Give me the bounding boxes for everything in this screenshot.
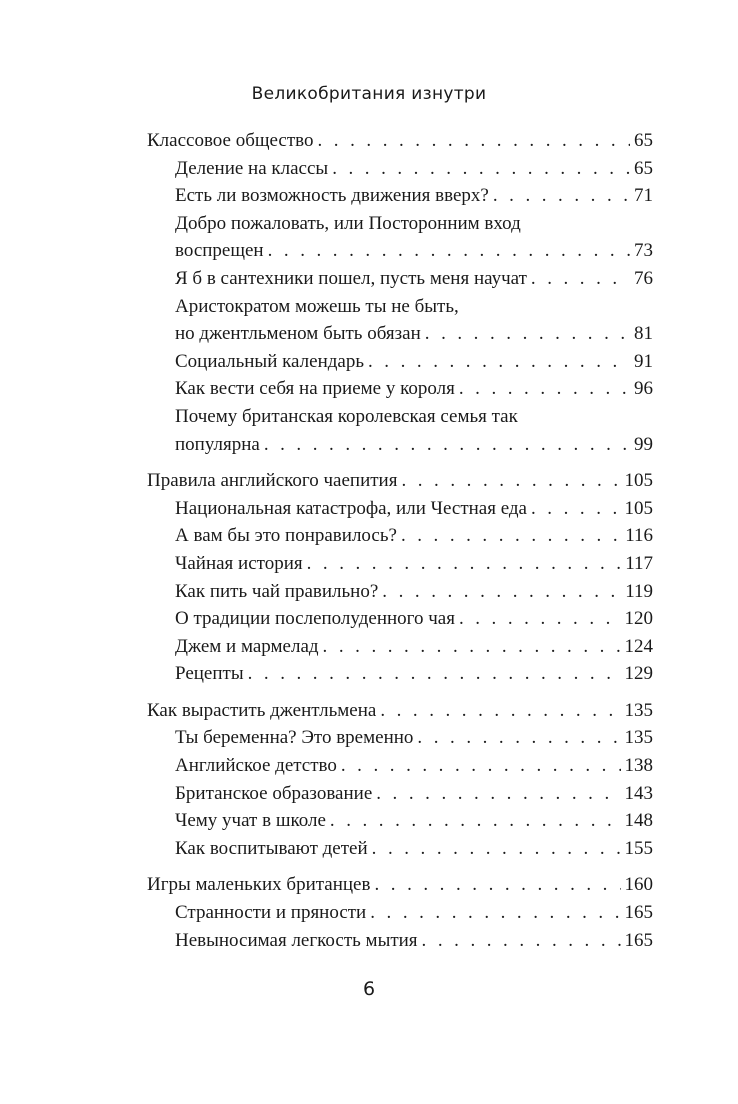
toc-entry-title: Как воспитывают детей bbox=[175, 837, 368, 859]
dot-leader bbox=[459, 375, 630, 403]
toc-subentry bbox=[147, 807, 653, 835]
toc-entry-title: Классовое общество bbox=[147, 130, 314, 151]
toc-entry-title: Английское детство bbox=[175, 755, 337, 777]
toc-entry-line bbox=[147, 697, 653, 725]
toc-entry-title: Странности и пряности bbox=[175, 902, 367, 924]
toc-entry-line bbox=[175, 495, 653, 523]
toc-subentry bbox=[147, 752, 653, 780]
toc-page-number: 160 bbox=[624, 874, 653, 896]
dot-leader bbox=[318, 127, 631, 155]
toc-entry-title: А вам бы это понравилось? bbox=[175, 525, 397, 547]
dot-leader bbox=[459, 605, 621, 633]
toc-entry-title: Как пить чай правильно? bbox=[175, 580, 379, 602]
dot-leader bbox=[425, 320, 630, 348]
dot-leader bbox=[332, 155, 630, 183]
toc-entry-line bbox=[175, 182, 653, 210]
toc-subentry bbox=[147, 780, 653, 808]
toc-subentry bbox=[147, 155, 653, 183]
toc-subentry bbox=[147, 522, 653, 550]
toc-entry-title: Правила английского чаепития bbox=[147, 470, 398, 492]
toc-page-number: 129 bbox=[624, 663, 653, 685]
toc-entry-line bbox=[147, 467, 653, 495]
dot-leader bbox=[374, 871, 620, 899]
toc-entry-title: Чайная история bbox=[175, 552, 303, 574]
toc-subentry bbox=[147, 899, 653, 927]
toc-entry-line bbox=[175, 320, 653, 348]
toc-entry-line bbox=[175, 431, 653, 459]
toc-subentry bbox=[147, 605, 653, 633]
toc-page-number: 81 bbox=[634, 323, 653, 345]
toc-entry-line bbox=[175, 633, 653, 661]
toc-entry-line bbox=[175, 550, 653, 578]
dot-leader bbox=[382, 578, 621, 606]
toc-subentry bbox=[147, 550, 653, 578]
dot-leader bbox=[531, 265, 630, 293]
toc-entry-title: Чему учат в школе bbox=[175, 810, 326, 832]
toc-entry-line bbox=[175, 752, 653, 780]
toc-entry-line bbox=[175, 660, 653, 688]
toc-entry-title: О традиции послеполуденного чая bbox=[175, 608, 455, 630]
toc-entry-line bbox=[175, 348, 653, 376]
toc-entry-line bbox=[175, 927, 653, 955]
toc-page-number: 76 bbox=[634, 267, 653, 289]
table-of-contents bbox=[147, 127, 653, 963]
dot-leader bbox=[417, 724, 620, 752]
toc-entry-line bbox=[175, 522, 653, 550]
toc-entry-line bbox=[175, 780, 653, 808]
toc-section-entry bbox=[147, 467, 653, 495]
toc-page-number: 96 bbox=[634, 378, 653, 400]
toc-entry-line bbox=[147, 871, 653, 899]
dot-leader bbox=[531, 495, 621, 523]
toc-subentry bbox=[147, 265, 653, 293]
toc-page-number: 116 bbox=[625, 525, 653, 547]
toc-entry-title: популярна bbox=[175, 433, 260, 455]
toc-page-number: 138 bbox=[624, 755, 653, 777]
toc-page-number: 143 bbox=[624, 782, 653, 804]
dot-leader bbox=[380, 697, 620, 725]
dot-leader bbox=[493, 182, 630, 210]
toc-page-number: 119 bbox=[625, 580, 653, 602]
toc-page-number: 99 bbox=[634, 433, 653, 455]
dot-leader bbox=[268, 237, 630, 265]
toc-page-number: 91 bbox=[634, 350, 653, 372]
toc-subentry bbox=[147, 578, 653, 606]
toc-page-number: 135 bbox=[624, 699, 653, 721]
toc-entry-title: Ты беременна? Это временно bbox=[175, 727, 414, 749]
toc-page-number: 135 bbox=[624, 727, 653, 749]
toc-entry-title: воспрещен bbox=[175, 240, 264, 262]
dot-leader bbox=[422, 927, 621, 955]
toc-section bbox=[147, 467, 653, 688]
toc-entry-line bbox=[175, 237, 653, 265]
toc-page-number: 73 bbox=[634, 240, 653, 262]
dot-leader bbox=[372, 835, 621, 863]
toc-entry-title-line: Добро пожаловать, или Посторонним вход bbox=[175, 212, 521, 234]
toc-page-number: 71 bbox=[634, 185, 653, 207]
toc-entry-line bbox=[175, 375, 653, 403]
toc-section-entry bbox=[147, 697, 653, 725]
toc-entry-title: Джем и мармелад bbox=[175, 635, 319, 657]
dot-leader bbox=[307, 550, 622, 578]
toc-entry-title: Национальная катастрофа, или Честная еда bbox=[175, 497, 527, 519]
toc-entry-title-line: Почему британская королевская семья так bbox=[175, 405, 518, 427]
toc-section bbox=[147, 697, 653, 863]
page-number: 6 bbox=[362, 978, 376, 1000]
toc-entry-line bbox=[175, 578, 653, 606]
toc-page-number: 148 bbox=[624, 810, 653, 832]
toc-entry-title: Социальный календарь bbox=[175, 350, 364, 372]
toc-entry-title: Как вырастить джентльмена bbox=[147, 699, 377, 721]
toc-page-number: 155 bbox=[624, 837, 653, 859]
toc-entry-title: Невыносимая легкость мытия bbox=[175, 929, 418, 951]
toc-subentry bbox=[147, 348, 653, 376]
toc-subentry bbox=[147, 210, 653, 265]
toc-entry-line bbox=[175, 899, 653, 927]
dot-leader bbox=[330, 807, 621, 835]
toc-section bbox=[147, 871, 653, 954]
toc-section-entry bbox=[147, 127, 653, 155]
toc-entry-line bbox=[175, 265, 653, 293]
running-title: Великобритания изнутри bbox=[251, 84, 487, 104]
toc-page-number: 65 bbox=[634, 157, 653, 179]
toc-page-number: 105 bbox=[624, 497, 653, 519]
toc-entry-line bbox=[175, 155, 653, 183]
toc-page-number: 165 bbox=[624, 929, 653, 951]
toc-subentry bbox=[147, 182, 653, 210]
toc-entry-title: Деление на классы bbox=[175, 157, 329, 179]
toc-entry-line bbox=[175, 724, 653, 752]
toc-page-number: 165 bbox=[624, 902, 653, 924]
toc-entry-title: Есть ли возможность движения вверх? bbox=[175, 185, 489, 207]
toc-entry-line bbox=[175, 605, 653, 633]
toc-entry-line bbox=[175, 835, 653, 863]
toc-page-number: 105 bbox=[624, 470, 653, 492]
dot-leader bbox=[376, 780, 620, 808]
toc-subentry bbox=[147, 927, 653, 955]
toc-section-entry bbox=[147, 871, 653, 899]
toc-subentry bbox=[147, 495, 653, 523]
toc-subentry bbox=[147, 375, 653, 403]
dot-leader bbox=[370, 899, 620, 927]
toc-entry-title-line: Аристократом можешь ты не быть, bbox=[175, 295, 459, 317]
dot-leader bbox=[341, 752, 621, 780]
toc-subentry bbox=[147, 293, 653, 348]
dot-leader bbox=[323, 633, 621, 661]
toc-page-number: 117 bbox=[625, 552, 653, 574]
dot-leader bbox=[368, 348, 630, 376]
toc-page-number: 65 bbox=[634, 130, 653, 151]
toc-subentry bbox=[147, 724, 653, 752]
toc-page-number: 124 bbox=[624, 635, 653, 657]
toc-subentry bbox=[147, 633, 653, 661]
toc-subentry bbox=[147, 660, 653, 688]
toc-entry-title: но джентльменом быть обязан bbox=[175, 323, 421, 345]
toc-page-number: 120 bbox=[624, 608, 653, 630]
toc-entry-line bbox=[175, 807, 653, 835]
dot-leader bbox=[401, 467, 620, 495]
toc-entry-title: Британское образование bbox=[175, 782, 373, 804]
toc-entry-line bbox=[147, 127, 653, 155]
dot-leader bbox=[264, 431, 630, 459]
toc-subentry bbox=[147, 835, 653, 863]
toc-entry-title: Как вести себя на приеме у короля bbox=[175, 378, 455, 400]
toc-section bbox=[147, 127, 653, 458]
toc-entry-title: Рецепты bbox=[175, 663, 244, 685]
toc-subentry bbox=[147, 403, 653, 458]
toc-entry-title: Я б в сантехники пошел, пусть меня научат bbox=[175, 267, 527, 289]
dot-leader bbox=[401, 522, 621, 550]
dot-leader bbox=[248, 660, 621, 688]
toc-entry-title: Игры маленьких британцев bbox=[147, 874, 371, 896]
